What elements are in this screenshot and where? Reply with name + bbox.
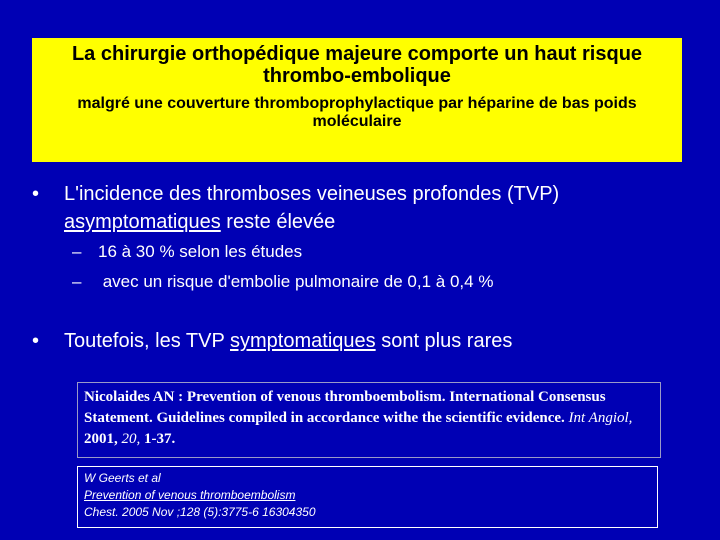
title-box [32,38,682,162]
bullet-2-post: sont plus rares [375,330,513,352]
reference-2-title-link[interactable]: Prevention of venous thromboembolism [84,488,296,502]
reference-2-citation: Chest. 2005 Nov ;128 (5):3775-6 16304350 [84,505,316,519]
sub-bullet-2-dash: – [72,272,82,291]
sub-bullet-1 [72,241,302,263]
bullet-1-underlined: asymptomatiques [64,211,221,233]
reference-1 [77,382,661,458]
bullet-1-rest: reste élevée [220,211,336,233]
reference-2-authors: W Geerts et al [84,471,161,485]
reference-1-journal: Int Angiol, [568,410,633,426]
reference-1-pages: 1-37. [140,431,176,447]
reference-1-year: 2001, [84,431,118,447]
bullet-1-line-2 [64,208,335,236]
bullet-1-dot: • [32,183,40,205]
bullet-2-dot: • [32,330,40,352]
sub-bullet-1-text: 16 à 30 % selon les études [98,242,303,261]
bullet-1-line-1: L'incidence des thromboses veineuses profondes (TVP) [64,183,560,205]
reference-1-volume: 20, [117,431,141,447]
sub-bullet-1-dash: – [72,242,82,261]
reference-1-text: Nicolaides AN : Prevention of venous thromboembolism. International Consensus Statement. Guidelines compiled in accordance withe the scientific evidence. [84,389,606,426]
bullet-2-underlined: symptomatiques [230,330,376,352]
slide-title: La chirurgie orthopédique majeure comporte un haut risque thrombo-embolique [71,43,643,87]
sub-bullet-2-text: avec un risque d'embolie pulmonaire de 0,1 à 0,4 % [98,272,494,291]
reference-2 [77,466,658,528]
slide-subtitle: malgré une couverture thromboprophylactique par héparine de bas poids moléculaire [77,95,637,130]
sub-bullet-2 [72,271,493,293]
bullet-2-line [64,327,512,355]
bullet-2-pre: Toutefois, les TVP [64,330,231,352]
